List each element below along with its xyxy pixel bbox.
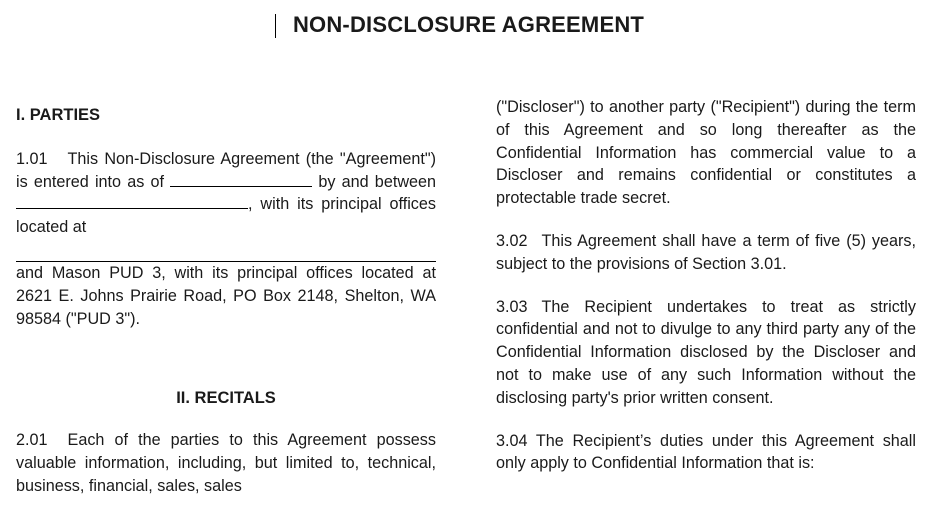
paragraph-2-01 <box>16 429 436 497</box>
clause-text: , with its principal offices located at <box>16 195 436 237</box>
clause-number: 1.01 <box>16 149 48 168</box>
date-blank[interactable] <box>170 172 312 187</box>
clause-text: This Agreement shall have a term of five (5) years, subject to the provisions of Section 3.01. <box>496 231 916 273</box>
left-column <box>16 104 436 498</box>
clause-text: This Non-Disclosure Agreement (the "Agreement") is entered into as of <box>16 149 436 191</box>
clause-text: The Recipient undertakes to treat as strictly confidential and not to divulge to any third party any of the Confidential Information disclosed by the Discloser and not to make use of any such Information without the disclosing party's prior written consent. <box>496 297 916 407</box>
clause-number: 3.03 <box>496 297 528 316</box>
paragraph-1-01-cont: and Mason PUD 3, with its principal offices located at 2621 E. Johns Prairie Road, PO Box 2148, Shelton, WA 98584 ("PUD 3"). <box>16 263 436 328</box>
right-column <box>496 96 916 475</box>
paragraph-1-01 <box>16 148 436 239</box>
document-title: NON-DISCLOSURE AGREEMENT <box>292 12 645 37</box>
address-blank[interactable] <box>16 239 436 262</box>
clause-text: Each of the parties to this Agreement possess valuable information, including, but limited to, technical, business, financial, sales, sales <box>16 431 436 495</box>
clause-text: by and between <box>318 172 437 191</box>
paragraph-3-03 <box>496 296 916 410</box>
section-heading-parties: I. PARTIES <box>16 106 101 124</box>
clause-number: 3.04 <box>496 431 528 450</box>
party-name-blank[interactable] <box>16 194 248 209</box>
paragraph-3-04 <box>496 430 916 476</box>
clause-number: 3.02 <box>496 231 528 250</box>
clause-text: The Recipient’s duties under this Agreement shall only apply to Confidential Information that is: <box>496 431 916 473</box>
paragraph-3-02 <box>496 230 916 276</box>
section-heading-recitals: II. RECITALS <box>176 389 276 408</box>
clause-number: 2.01 <box>16 431 48 450</box>
paragraph-3-01-cont: ("Discloser") to another party ("Recipient") during the term of this Agreement and so long thereafter as the Confidential Information has commercial value to a Discloser and remains confidential or constitutes a protectable trade secret. <box>496 98 916 208</box>
